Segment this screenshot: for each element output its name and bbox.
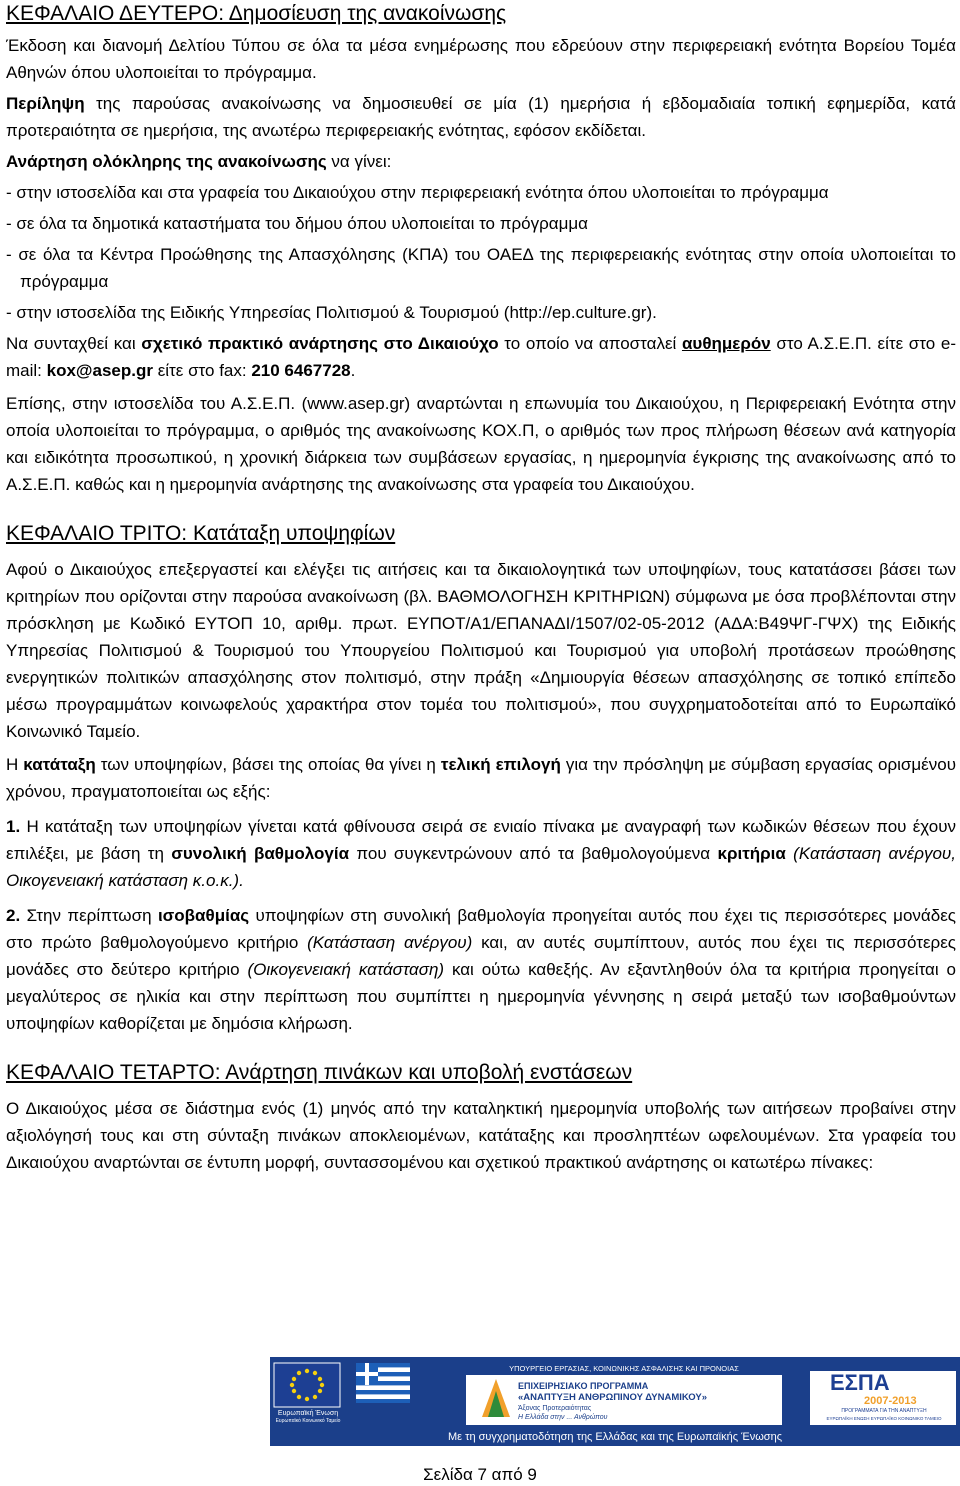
list-item: - σε όλα τα Κέντρα Προώθησης της Απασχόλησης (ΚΠΑ) του ΟΑΕΔ της περιφερειακής ενότητας στην οποία υλοποιείται το πρόγραμμα xyxy=(6,245,956,291)
ch2-paragraph-5: Επίσης, στην ιστοσελίδα του Α.Σ.Ε.Π. (www.asep.gr) αναρτώνται η επωνυμία του Δικαιούχου, η Περιφερειακή Ενότητα στην οποία υλοποιείται το πρόγραμμα, ο αριθμός της ανακοίνωσης ΚΟΧ.Π, ο αριθμός των προς πλήρωση θέσεων ανά κατηγορία και ειδικότητα προσωπικού, η χρονική διάρκεια των συμβάσεων εργασίας, η ημερομηνία έγκρισης της ανακοίνωσης από το Α.Σ.Ε.Π. καθώς και η ημερομηνία ανάρτησης της ανακοίνωσης στα γραφεία του Δικαιούχου. xyxy=(6,394,956,494)
program-line-2: «ΑΝΑΠΤΥΞΗ ΑΝΘΡΩΠΙΝΟΥ ΔΥΝΑΜΙΚΟΥ» xyxy=(518,1392,708,1403)
ch3-paragraph-1: Αφού ο Δικαιούχος επεξεργαστεί και ελέγξει τις αιτήσεις και τα δικαιολογητικά των υποψηφίων, τους κατατάσσει βάσει των κριτηρίων που ορίζονται στην παρούσα ανακοίνωση (βλ. ΒΑΘΜΟΛΟΓΗΣΗ ΚΡΙΤΗΡΙΩΝ) σύμφωνα με όσα προβλέπονται στην πρόσκληση με Κωδικό ΕΥΤΟΠ 10, αριθμ. πρωτ. ΕΥΠΟΤ/Α1/ΕΠΑΝΑΔΙ/1507/02-05-2012 (ΑΔΑ:Β49ΨΓ-ΓΨΧ) της Ειδικής Υπηρεσίας Πολιτισμού & Τουρισμού του Υπουργείου Πολιτισμού και Τουρισμού για υποβολή προτάσεων προώθησης ενεργητικών πολιτικών απασχόλησης στον πολιτισμό, στην πράξη «Δημιουργία θέσεων απασχόλησης σε τοπικό επίπεδο μέσω προγραμμάτων κοινωφελούς χαρακτήρα στον τομέα του πολιτισμού», που συγχρηματοδοτείται από το Ευρωπαϊκό Κοινωνικό Ταμείο. xyxy=(6,560,956,741)
eu-label: Ευρωπαϊκή Ένωση xyxy=(277,1410,339,1417)
list-item: - στην ιστοσελίδα και στα γραφεία του Δικαιούχου στην περιφερειακή ενότητα όπου υλοποιείται το πρόγραμμα xyxy=(6,183,829,202)
espa-sub: ΠΡΟΓΡΑΜΜΑΤΑ ΓΙΑ ΤΗΝ ΑΝΑΠΤΥΞΗ xyxy=(841,1408,927,1414)
espa-logo-text: ΕΣΠΑ xyxy=(830,1370,890,1395)
eu-sub-label: Ευρωπαϊκό Κοινωνικό Ταμείο xyxy=(275,1418,341,1424)
ch2-paragraph-1: Έκδοση και διανομή Δελτίου Τύπου σε όλα τα μέσα ενημέρωσης που εδρεύουν στην περιφερειακή ενότητα Βορείου Τομέα Αθηνών όπου υλοποιείται το πρόγραμμα. xyxy=(6,36,956,82)
espa-sub-2: ΕΥΡΩΠΑΪΚΗ ΕΝΩΣΗ ΕΥΡΩΠΑΪΚΟ ΚΟΙΝΩΝΙΚΟ ΤΑΜΕΙΟ xyxy=(826,1416,942,1421)
ch2-paragraph-3: Ανάρτηση ολόκληρης της ανακοίνωσης να γίνει: xyxy=(6,152,392,171)
ch3-paragraph-4: 2. Στην περίπτωση ισοβαθμίας υποψηφίων στη συνολική βαθμολογία προηγείται αυτός που έχει τις περισσότερες μονάδες στο πρώτο βαθμολογούμενο κριτήριο (Κατάσταση ανέργου) και, αν αυτές συμπίπτουν, αυτός που έχει τις περισσότερες μονάδες στο δεύτερο κριτήριο (Οικογενειακή κατάσταση) και ούτω καθεξής. Αν εξαντληθούν όλα τα κριτήρια προηγείται ο μεγαλύτερος σε ηλικία και στην περίπτωση που συμπίπτει η ημερομηνία γέννησης η σειρά μεταξύ των ισοβαθμούντων υποψηφίων καθορίζεται με δημόσια κλήρωση. xyxy=(6,906,956,1033)
espa-years: 2007-2013 xyxy=(864,1395,917,1407)
ch2-paragraph-4: Να συνταχθεί και σχετικό πρακτικό ανάρτησης στο Δικαιούχο το οποίο να αποσταλεί αυθημερόν στο Α.Σ.Ε.Π. είτε στο e-mail: kox@asep.gr είτε στο fax: 210 6467728. xyxy=(6,334,956,380)
ch4-paragraph-1: Ο Δικαιούχος μέσα σε διάστημα ενός (1) μηνός από την καταληκτική ημερομηνία υποβολής των αιτήσεων προβαίνει στην αξιολόγησή τους και στη σύνταξη πινάκων αποκλειομένων, κατάταξης και προσληπτέων ωφελουμένων. Στα γραφεία του Δικαιούχου αναρτώνται σε έντυπη μορφή, συντασσομένου και σχετικού πρακτικού ανάρτησης οι κατωτέρω πίνακες: xyxy=(6,1099,956,1172)
chapter-3-title: ΚΕΦΑΛΑΙΟ ΤΡΙΤΟ: Κατάταξη υποψηφίων xyxy=(6,522,396,545)
ch3-paragraph-3: 1. Η κατάταξη των υποψηφίων γίνεται κατά φθίνουσα σειρά σε ενιαίο πίνακα με αναγραφή των κωδικών θέσεων που έχουν επιλέξει, με βάση τη συνολική βαθμολογία που συγκεντρώνουν από τα βαθμολογούμενα κριτήρια (Κατάσταση ανέργου, Οικογενειακή κατάσταση κ.ο.κ.). xyxy=(6,817,956,890)
chapter-4-title: ΚΕΦΑΛΑΙΟ ΤΕΤΑΡΤΟ: Ανάρτηση πινάκων και υποβολή ενστάσεων xyxy=(6,1061,633,1084)
ch3-paragraph-2: Η κατάταξη των υποψηφίων, βάσει της οποίας θα γίνει η τελική επιλογή για την πρόσληψη με σύμβαση εργασίας ορισμένου χρόνου, πραγματοποιείται ως εξής: xyxy=(6,755,957,801)
document-page xyxy=(6,0,956,1176)
ministry-label: ΥΠΟΥΡΓΕΙΟ ΕΡΓΑΣΙΑΣ, ΚΟΙΝΩΝΙΚΗΣ ΑΣΦΑΛΙΣΗΣ ΚΑΙ ΠΡΟΝΟΙΑΣ xyxy=(509,1364,739,1373)
list-item: - σε όλα τα δημοτικά καταστήματα του δήμου όπου υλοποιείται το πρόγραμμα xyxy=(6,214,588,233)
cofinance-note: Με τη συγχρηματοδότηση της Ελλάδας και της Ευρωπαϊκής Ένωσης xyxy=(270,1428,960,1446)
list-item: - στην ιστοσελίδα της Ειδικής Υπηρεσίας Πολιτισμού & Τουρισμού (http://ep.culture.gr). xyxy=(6,303,657,322)
chapter-2-title: ΚΕΦΑΛΑΙΟ ΔΕΥΤΕΡΟ: Δημοσίευση της ανακοίνωσης xyxy=(6,2,507,25)
page-number: Σελίδα 7 από 9 xyxy=(423,1465,537,1484)
program-line-1: ΕΠΙΧΕΙΡΗΣΙΑΚΟ ΠΡΟΓΡΑΜΜΑ xyxy=(518,1381,649,1391)
program-line-4: Η Ελλάδα στην ... Ανθρώπου xyxy=(518,1414,608,1421)
ch2-paragraph-2: Περίληψη της παρούσας ανακοίνωσης να δημοσιευθεί σε μία (1) ημερήσια ή εβδομαδιαία τοπική εφημερίδα, κατά προτεραιότητα σε ημερήσια, της ανωτέρω περιφερειακής ενότητας, εφόσον εκδίδεται. xyxy=(6,94,956,140)
program-line-3: Άξονας Προτεραιότητας xyxy=(518,1405,592,1412)
